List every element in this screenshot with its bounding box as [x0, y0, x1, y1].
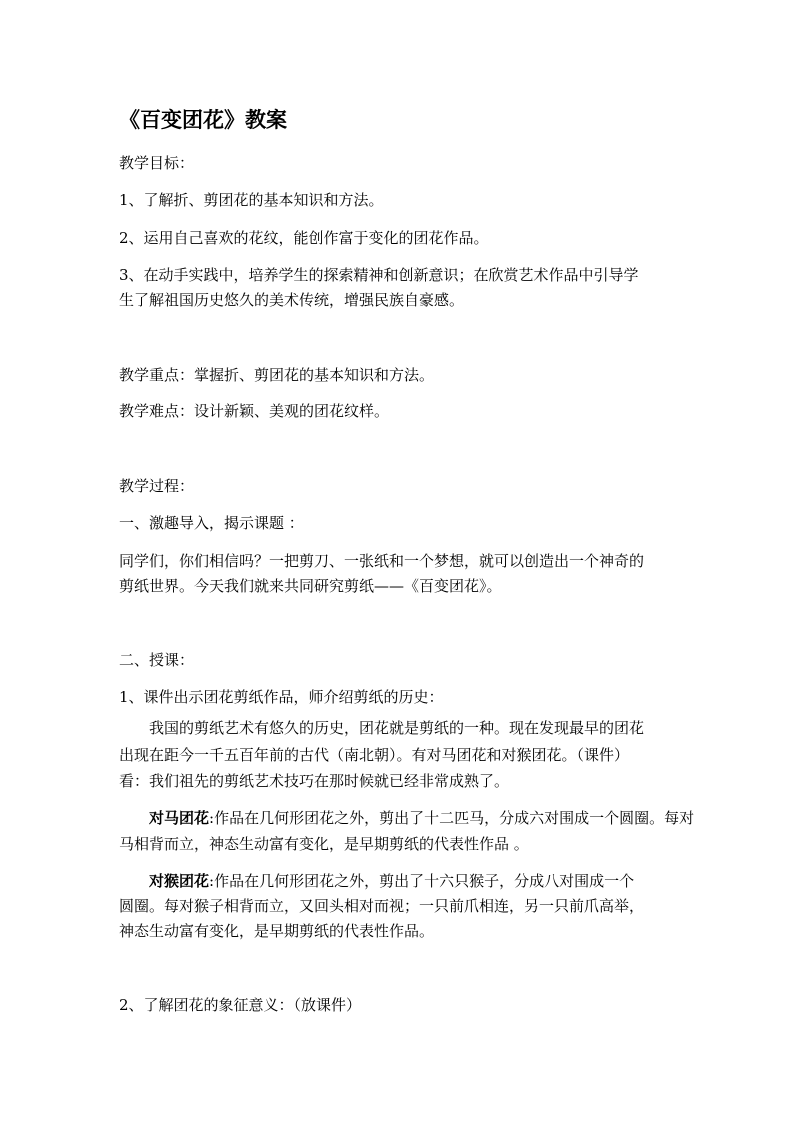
process-heading: 教学过程：	[119, 477, 195, 495]
horse-text: :作品在几何形团花之外，剪出了十二匹马，分成六对围成一个圆圈。每对	[209, 809, 695, 827]
horse-paragraph-line-1	[149, 808, 694, 828]
goal-item-2: 2、运用自己喜欢的花纹，能创作富于变化的团花作品。	[119, 229, 489, 247]
step2-heading: 2、了解团花的象征意义：（放课件）	[119, 996, 362, 1014]
part1-heading: 一、激趣导入，揭示课题 ：	[119, 514, 304, 532]
goals-heading: 教学目标：	[119, 154, 195, 172]
monkey-paragraph-line-1	[149, 871, 634, 891]
history-line-3: 看：我们祖先的剪纸艺术技巧在那时候就已经非常成熟了。	[119, 772, 510, 790]
goal-item-3-line-2: 生了解祖国历史悠久的美术传统，增强民族自豪感。	[119, 291, 465, 309]
monkey-paragraph-line-3: 神态生动富有变化，是早期剪纸的代表性作品。	[119, 922, 435, 940]
monkey-text: :作品在几何形团花之外，剪出了十六只猴子，分成八对围成一个	[209, 872, 635, 890]
difficulty: 教学难点：设计新颖、美观的团花纹样。	[119, 402, 390, 420]
monkey-label: 对猴团花	[149, 872, 210, 890]
goal-item-3-line-1: 3、在动手实践中，培养学生的探索精神和创新意识；在欣赏艺术作品中引导学	[119, 266, 639, 284]
history-line-1: 我国的剪纸艺术有悠久的历史，团花就是剪纸的一种。现在发现最早的团花	[149, 719, 645, 737]
document-title: 《百变团花》教案	[119, 107, 287, 132]
monkey-paragraph-line-2: 圆圈。每对猴子相背而立，又回头相对而视；一只前爪相连，另一只前爪高举，	[119, 897, 645, 915]
part1-paragraph-line-1: 同学们，你们相信吗？一把剪刀、一张纸和一个梦想，就可以创造出一个神奇的	[119, 552, 645, 570]
history-line-2: 出现在距今一千五百年前的古代（南北朝）。有对马团花和对猴团花。（课件）	[119, 746, 630, 764]
horse-paragraph-line-2: 马相背而立，神态生动富有变化，是早期剪纸的代表性作品 。	[119, 835, 529, 853]
goal-item-1: 1、了解折、剪团花的基本知识和方法。	[119, 191, 384, 209]
horse-label: 对马团花	[149, 809, 210, 827]
part2-heading: 二、授课：	[119, 651, 195, 669]
part1-paragraph-line-2: 剪纸世界。今天我们就来共同研究剪纸——《百变团花》。	[119, 577, 502, 595]
key-point: 教学重点：掌握折、剪团花的基本知识和方法。	[119, 366, 435, 384]
step1-heading: 1、课件出示团花剪纸作品，师介绍剪纸的历史：	[119, 688, 444, 706]
